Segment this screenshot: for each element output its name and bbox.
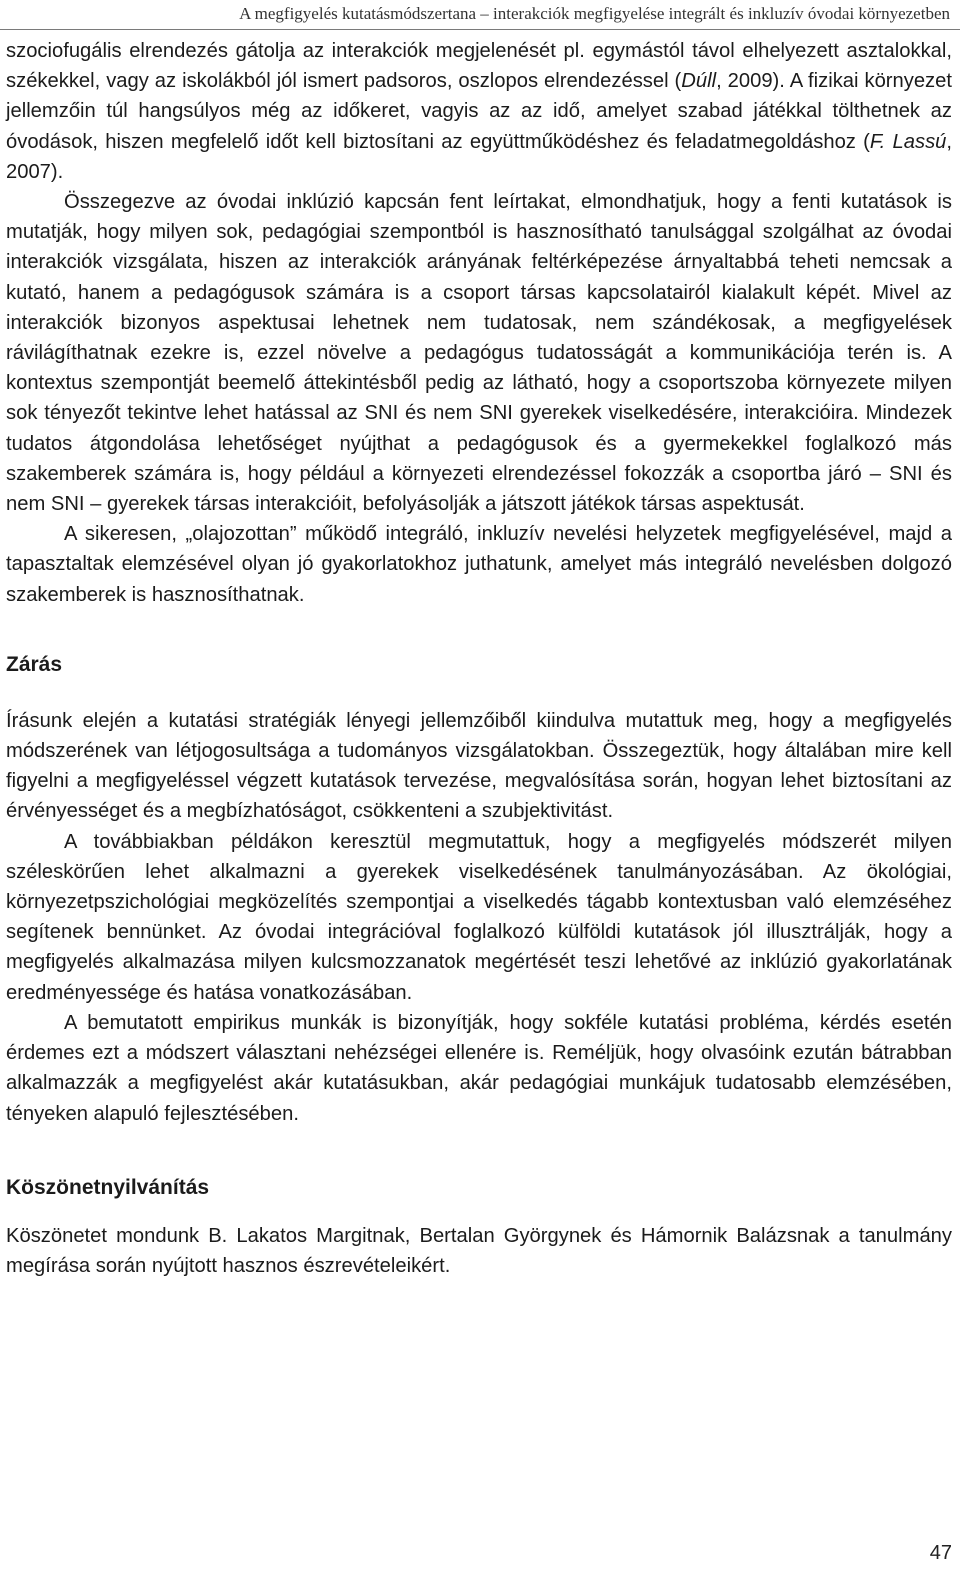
section-heading-closing: Zárás [6,652,63,676]
paragraph-good-practice: A sikeresen, „olajozottan” működő integráló, inkluzív nevelési helyzetek megfigyelésével, majd a tapasztaltak elemzésével olyan jó gyakorlatokhoz juthatunk, amelyet más integráló nevelésben dolgozó szakemberek is hasznosíthatnak. [6,523,952,606]
paragraph-summary: Összegezve az óvodai inklúzió kapcsán fent leírtakat, elmondhatjuk, hogy a fenti kutatások is mutatják, hogy milyen sok, pedagógiai szempontból is hasznosítható tanulsággal szolgálhat az óvodai interakciók vizsgálata, hiszen az interakciók arányának feltérképezése árnyaltabbá teheti nemcsak a kutató, hanem a pedagógusok számára is a csoport társas kapcsolatairól kialakult képét. Mivel az interakciók bizonyos aspektusai lehetnek nem tudatosak, nem szándékosak, a megfigyelések rávilágíthatnak ezekre is, ezzel növelve a pedagógus tudatosságát a kommunikációja terén is. A kontextus szempontját beemelő áttekintésből pedig az látható, hogy a csoportszoba környezete milyen sok tényezőt tekintve lehet hatással az SNI és nem SNI gyerekek viselkedésére, interakcióira. Mindezek tudatos átgondolása lehetőséget nyújthat a pedagógusok és a gyermekekkel foglalkozó más szakemberek számára is, hogy például a környezeti elrendezéssel fokozzák a csoportba járó – SNI és nem SNI – gyerekek társas interakcióit, befolyásolják a játszott játékok társas aspektusát. [6,191,952,516]
citation-author: F. Lassú [869,130,947,153]
citation-author: Dúll [681,70,717,93]
section-heading-acknowledgements: Köszönetnyilvánítás [6,1175,210,1199]
running-header: A megfigyelés kutatásmódszertana – interakciók megfigyelése integrált és inkluzív óvodai környezetben [0,0,960,30]
paragraph-continuation [6,36,952,187]
paragraph-text: , 2007). [6,130,952,183]
paragraph-acknowledgements: Köszönetet mondunk B. Lakatos Margitnak, Bertalan Györgynek és Hámornik Balázsnak a tanulmány megírása során nyújtott hasznos észrevételeikért. [6,1224,952,1277]
paragraph-closing-3: A bemutatott empirikus munkák is bizonyítják, hogy sokféle kutatási probléma, kérdés esetén érdemes ezt a módszert választani nehézségei ellenére is. Reméljük, hogy olvasóink ezután bátrabban alkalmazzák a megfigyelést akár kutatásukban, akár pedagógiai munkájuk tudatosabb elemzésében, tényeken alapuló fejlesztésében. [6,1011,952,1125]
page-body [6,36,952,1281]
page-number: 47 [929,1542,952,1564]
paragraph-text: , 2009). A fizikai környezet jellemzőin túl hangsúlyos még az időkeret, vagyis az az idő, amelyet szabad játékkal tölthetnek az óvodások, hiszen megfelelő időt kell biztosítani az együttműködéshez és feladatmegoldáshoz ( [6,70,952,153]
paragraph-closing-2: A továbbiakban példákon keresztül megmutattuk, hogy a megfigyelés módszerét milyen széleskörűen lehet alkalmazni a gyerekek viselkedésének tanulmányozásában. Az ökológiai, környezetpszichológiai megközelítés szempontjai a viselkedés tágabb kontextusban való elemzéséhez segítenek bennünket. Az óvodai integrációval foglalkozó külföldi kutatások jól illusztrálják, hogy a megfigyelés alkalmazása milyen kulcsmozzanatok megértését teszi lehetővé az inklúzió gyakorlatának eredményessége és hatása vonatkozásában. [6,830,952,1004]
paragraph-text: szociofugális elrendezés gátolja az interakciók megjelenését pl. egymástól távol elhelyezett asztalokkal, székekkel, vagy az iskolákból jól ismert padsoros, oszlopos elrendezéssel ( [6,40,952,93]
paragraph-closing-1: Írásunk elején a kutatási stratégiák lényegi jellemzőiből kiindulva mutattuk meg, hogy a megfigyelés módszerének van létjogosultsága a tudományos vizsgálatokban. Összegeztük, hogy általában mire kell figyelni a megfigyeléssel végzett kutatások tervezése, megvalósítása során, hogyan lehet biztosítani az érvényességet és a megbízhatóságot, csökkenteni a szubjektivitást. [6,709,952,823]
